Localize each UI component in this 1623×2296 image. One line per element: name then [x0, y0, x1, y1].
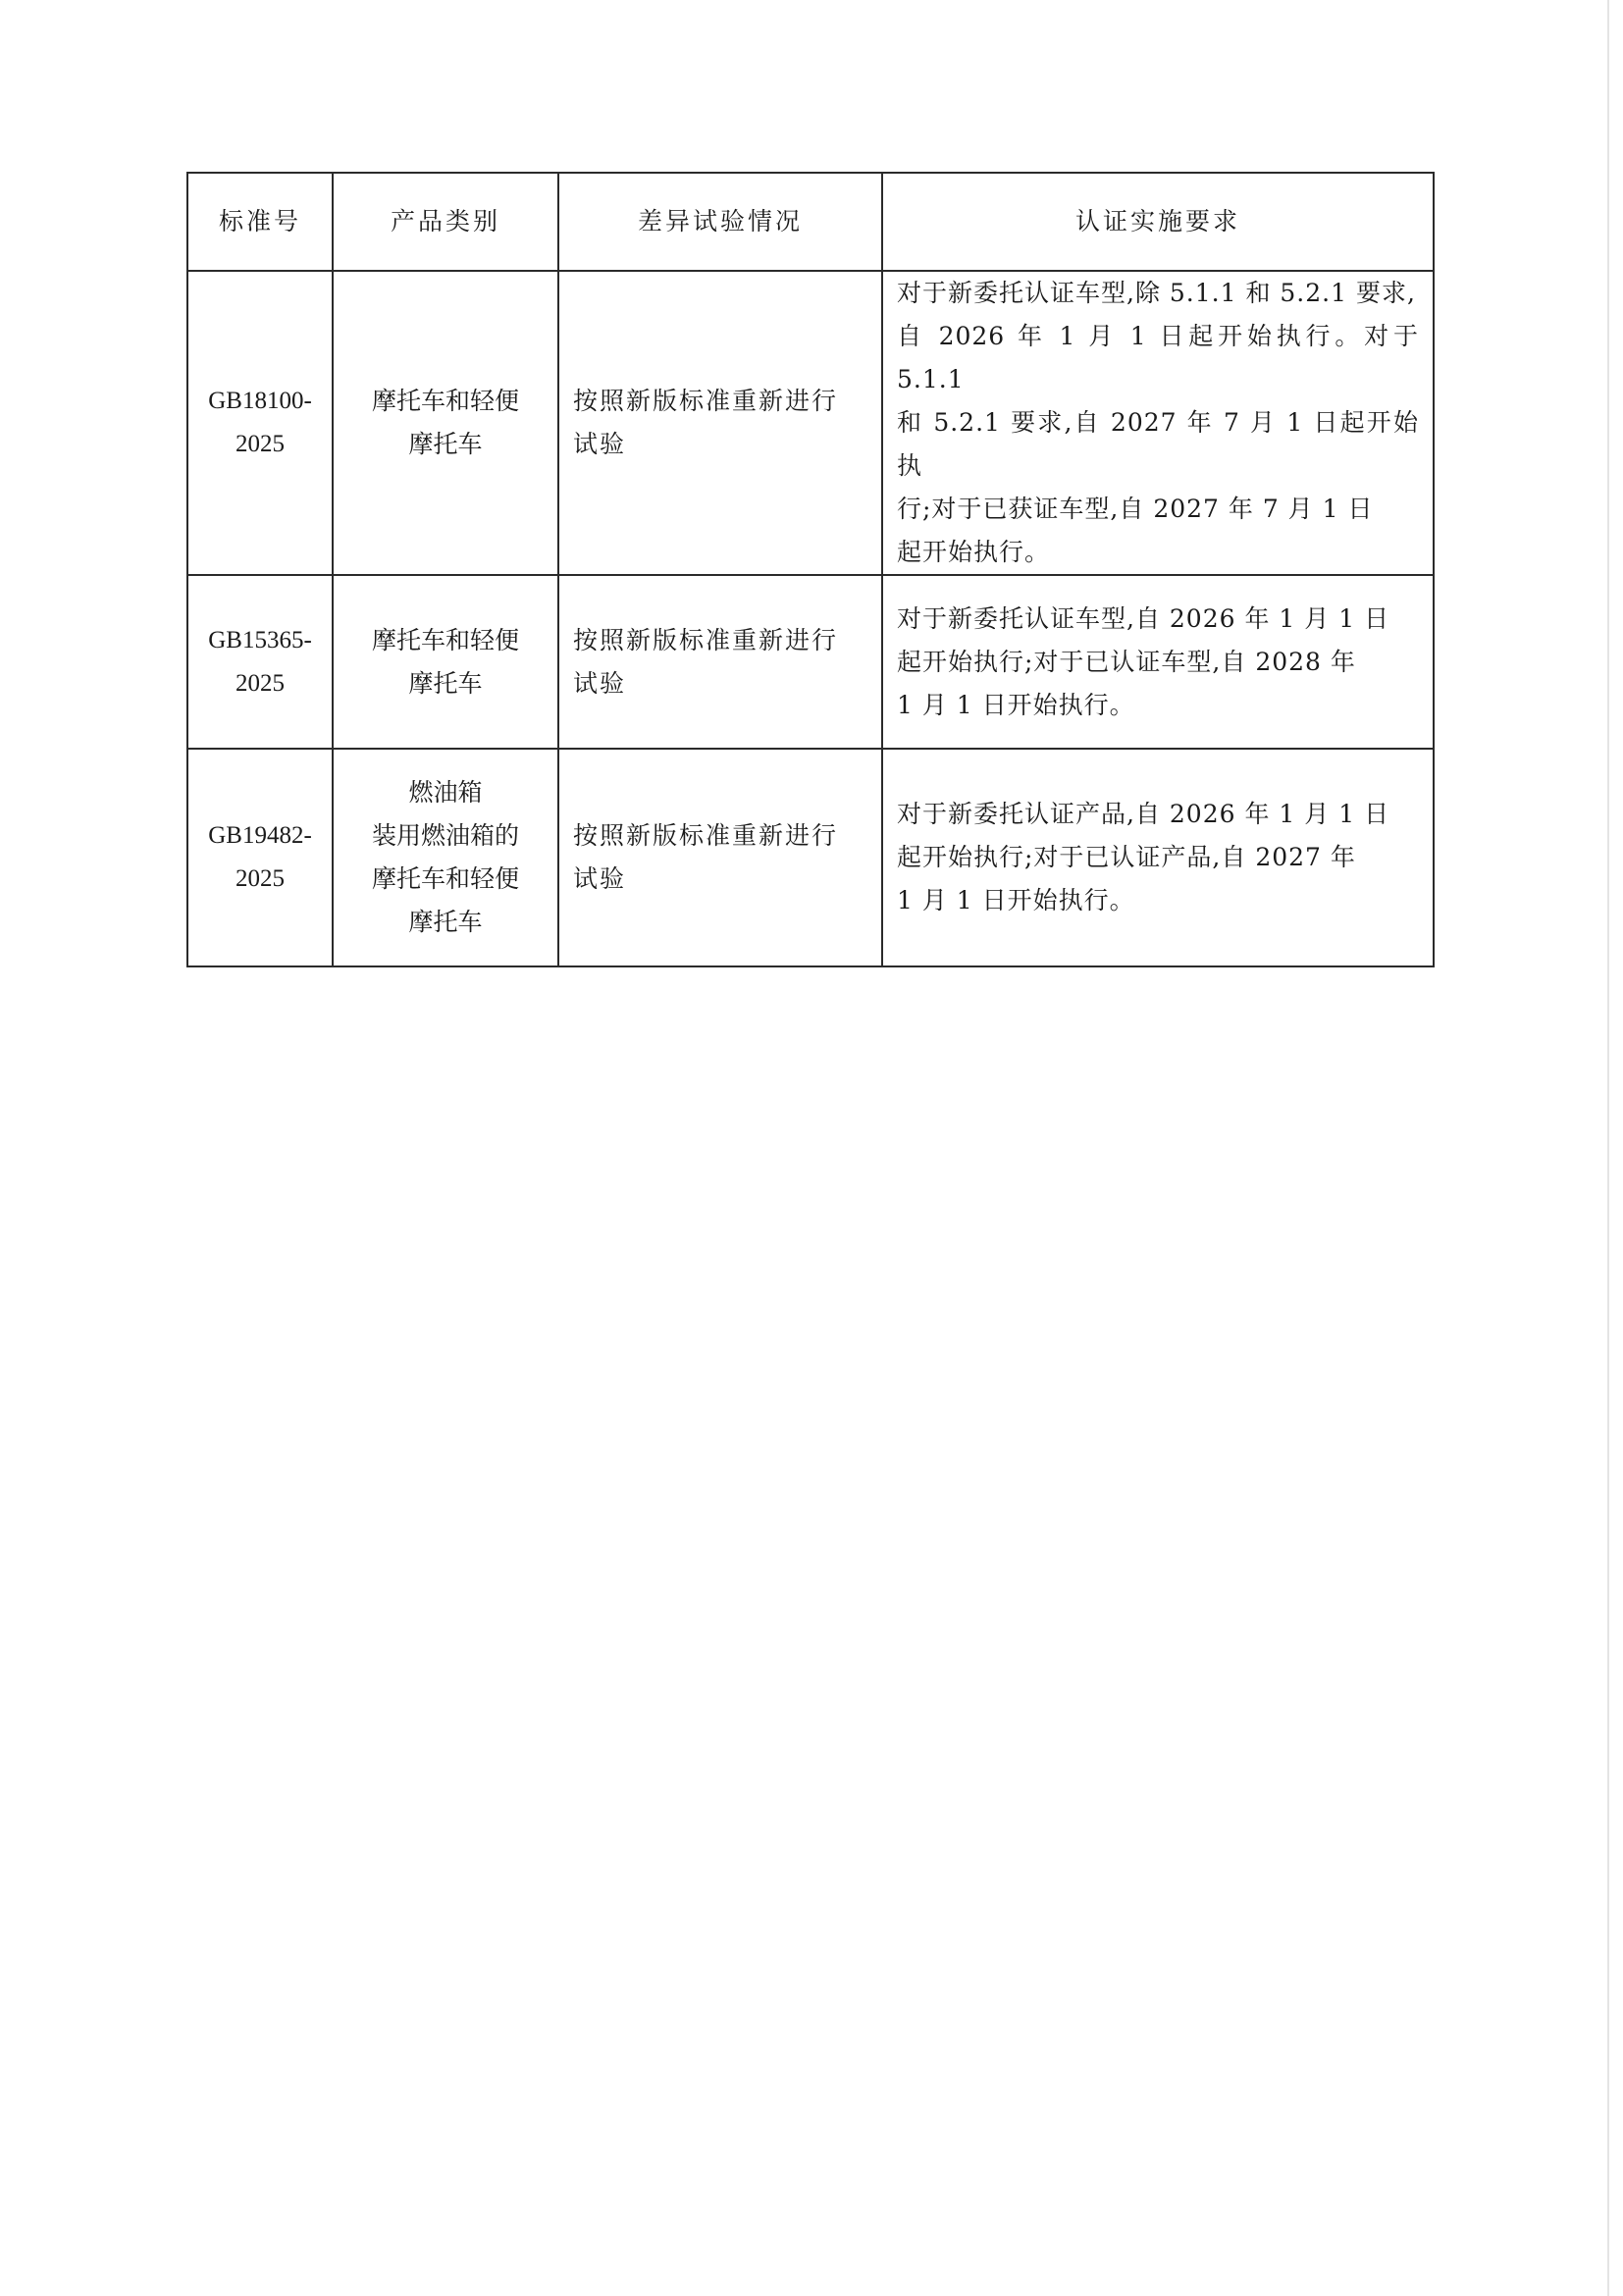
- difference-test-line: 试验: [573, 430, 627, 458]
- category-line: 摩托车: [408, 430, 483, 458]
- requirement-line: 起开始执行;对于已认证车型,自 2028 年: [897, 647, 1356, 676]
- requirement-line: 起开始执行;对于已认证产品,自 2027 年: [897, 843, 1356, 871]
- header-certification-requirement: 认证实施要求: [882, 173, 1434, 271]
- category-line: 摩托车: [408, 908, 483, 936]
- table-row: [187, 271, 1434, 575]
- requirement-line: 和 5.2.1 要求,自 2027 年 7 月 1 日起开始执: [897, 408, 1419, 480]
- header-difference-test: 差异试验情况: [558, 173, 882, 271]
- category-line: 摩托车和轻便: [371, 387, 519, 415]
- table-row: [187, 575, 1434, 749]
- difference-test-cell: [558, 271, 882, 575]
- table-row: [187, 749, 1434, 966]
- product-category-cell: [333, 271, 558, 575]
- category-line: 摩托车和轻便: [371, 864, 519, 893]
- page-edge-shadow: [1607, 0, 1609, 2296]
- requirement-line: 对于新委托认证车型,除 5.1.1 和 5.2.1 要求,: [897, 279, 1416, 307]
- product-category-cell: [333, 749, 558, 966]
- requirement-line: 对于新委托认证车型,自 2026 年 1 月 1 日: [897, 603, 1390, 633]
- requirement-line: 1 月 1 日开始执行。: [897, 690, 1135, 719]
- category-line: 装用燃油箱的: [371, 821, 519, 850]
- standard-no-cell: [187, 271, 333, 575]
- certification-requirement-cell: [882, 575, 1434, 749]
- standard-no-line: GB19482-: [208, 822, 312, 849]
- standard-no-line: 2025: [236, 431, 285, 457]
- requirement-line: 对于新委托认证产品,自 2026 年 1 月 1 日: [897, 800, 1390, 828]
- requirement-line: 起开始执行。: [897, 538, 1051, 566]
- difference-test-line: 按照新版标准重新进行: [573, 625, 839, 654]
- standard-no-cell: [187, 575, 333, 749]
- table-header-row: [187, 173, 1434, 271]
- difference-test-line: 按照新版标准重新进行: [573, 821, 839, 850]
- difference-test-cell: [558, 749, 882, 966]
- header-product-category: 产品类别: [333, 173, 558, 271]
- certification-requirement-cell: [882, 271, 1434, 575]
- certification-requirement-cell: [882, 749, 1434, 966]
- standard-no-cell: [187, 749, 333, 966]
- difference-test-line: 试验: [573, 864, 627, 893]
- standards-table: [186, 172, 1435, 967]
- difference-test-cell: [558, 575, 882, 749]
- requirement-line: 1 月 1 日开始执行。: [897, 886, 1135, 914]
- standard-no-line: 2025: [236, 865, 285, 892]
- standard-no-line: GB15365-: [208, 626, 312, 653]
- category-line: 摩托车和轻便: [371, 625, 519, 654]
- requirement-line: 行;对于已获证车型,自 2027 年 7 月 1 日: [897, 495, 1374, 523]
- standard-no-line: 2025: [236, 669, 285, 697]
- product-category-cell: [333, 575, 558, 749]
- category-line: 燃油箱: [408, 778, 483, 807]
- category-line: 摩托车: [408, 668, 483, 698]
- header-standard-no: 标准号: [187, 173, 333, 271]
- difference-test-line: 按照新版标准重新进行: [573, 387, 839, 415]
- standard-no-line: GB18100-: [208, 388, 312, 414]
- requirement-line: 自 2026 年 1 月 1 日起开始执行。对于 5.1.1: [897, 322, 1419, 393]
- difference-test-line: 试验: [573, 668, 627, 698]
